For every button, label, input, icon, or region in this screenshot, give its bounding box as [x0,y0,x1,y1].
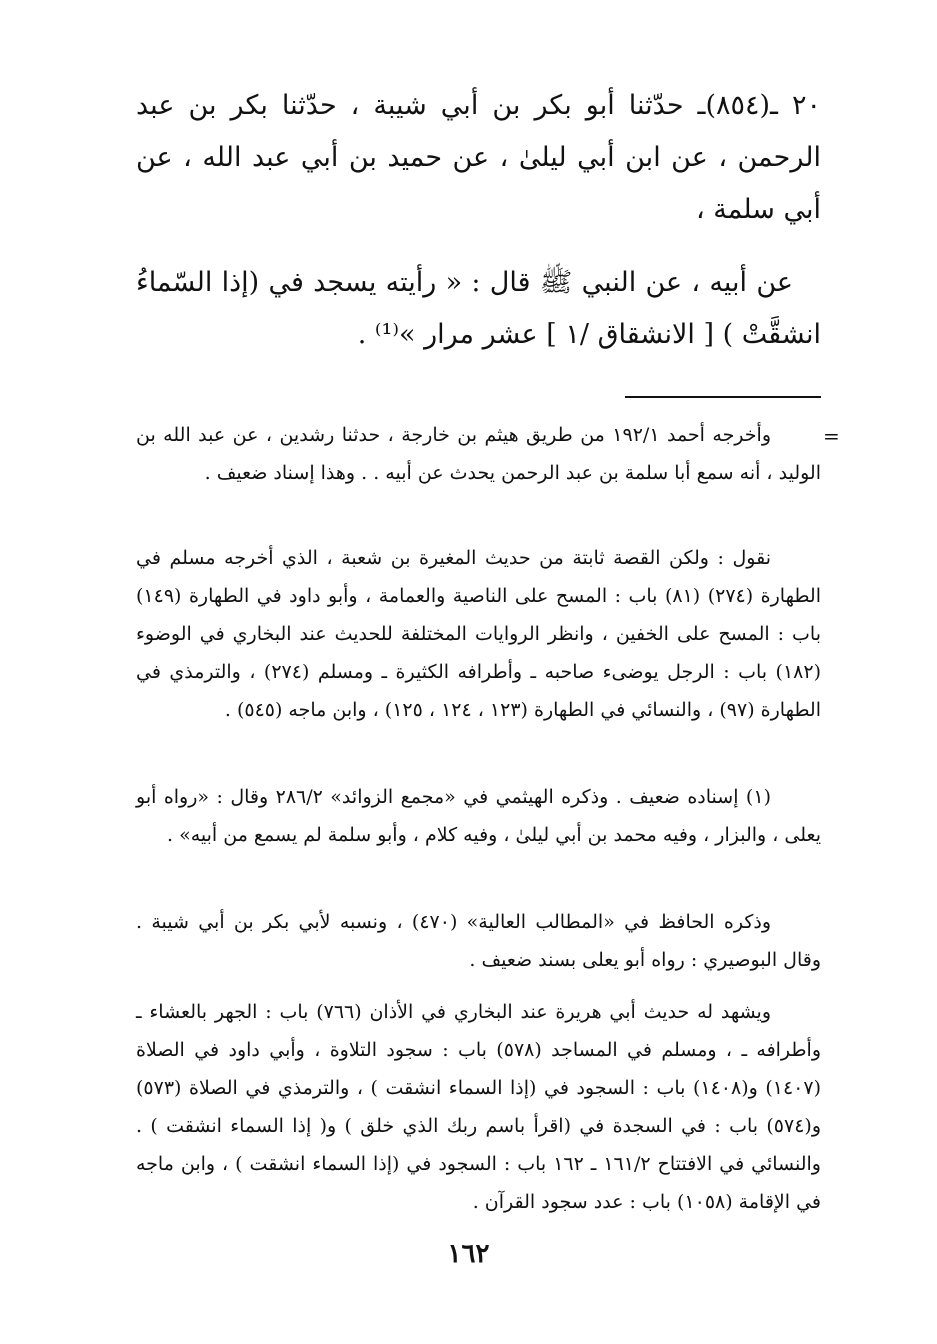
footnote-divider [625,396,821,398]
footnote-continuation-ahmad: وأخرجه أحمد ١٩٢/١ من طريق هيثم بن خارجة ، حدثنا رشدين ، عن عبد الله بن الوليد ، أنه سمع أبا سلمة بن عبد الرحمن يحدث عن أبيه . . وهذا إسناد ضعيف . [136,424,821,484]
footnote-1-matalib: وذكره الحافظ في «المطالب العالية» (٤٧٠) ، ونسبه لأبي بكر بن أبي شيبة . وقال البوصيري : رواه أبو يعلى بسند ضعيف . [136,911,821,971]
page-number: ١٦٢ [447,1239,490,1269]
footnote-1-shawahid: ويشهد له حديث أبي هريرة عند البخاري في الأذان (٧٦٦) باب : الجهر بالعشاء ـ وأطرافه ـ ، ومسلم في المساجد (٥٧٨) باب : سجود التلاوة ، وأبي داود في الصلاة (١٤٠٧) و(١٤٠٨) باب : السجود في (إذا السماء انشقت ) ، والترمذي في الصلاة (٥٧٣) و(٥٧٤) باب : في السجدة في (اقرأ باسم ربك الذي خلق ) و( إذا السماء انشقت ) . والنسائي في الافتتاح ١٦١/٢ ـ ١٦٢ باب : السجود في (إذا السماء انشقت ) ، وابن ماجه في الإقامة (١٠٥٨) باب : عدد سجود القرآن . [136,1001,822,1213]
footnote-continuation-mughira: نقول : ولكن القصة ثابتة من حديث المغيرة بن شعبة ، الذي أخرجه مسلم في الطهارة (٢٧٤) (٨١) باب : المسح على الناصية والعمامة ، وأبو داود في الطهارة (١٤٩) باب : المسح على الخفين ، وانظر الروايات المختلفة للحديث عند البخاري في الوضوء (١٨٢) باب : الرجل يوضىء صاحبه ـ وأطرافه الكثيرة ـ ومسلم (٢٧٤) ، والترمذي في الطهارة (٩٧) ، والنسائي في الطهارة (١٢٣ ، ١٢٤ ، ١٢٥) ، وابن ماجه (٥٤٥) . [136,547,821,721]
footnote-continuation-mark: = [823,424,840,448]
hadith-matn-paragraph: عن أبيه ، عن النبي ﷺ قال : « رأيته يسجد في (إذا السّماءُ انشقَّتْ ) [ الانشقاق /١ ] عشر مرار »⁽¹⁾ . [136,267,821,350]
hadith-paragraph-854: ٢٠ ـ(٨٥٤)ـ حدّثنا أبو بكر بن أبي شيبة ، حدّثنا بكر بن عبد الرحمن ، عن ابن أبي ليلىٰ ، عن حميد بن أبي عبد الله ، عن أبي سلمة ، [136,90,821,225]
footnote-1-isnad: (١) إسناده ضعيف . وذكره الهيثمي في «مجمع الزوائد» ٢٨٦/٢ وقال : «رواه أبو يعلى ، والبزار ، وفيه محمد بن أبي ليلىٰ ، وفيه كلام ، وأبو سلمة لم يسمع من أبيه» . [136,786,821,846]
